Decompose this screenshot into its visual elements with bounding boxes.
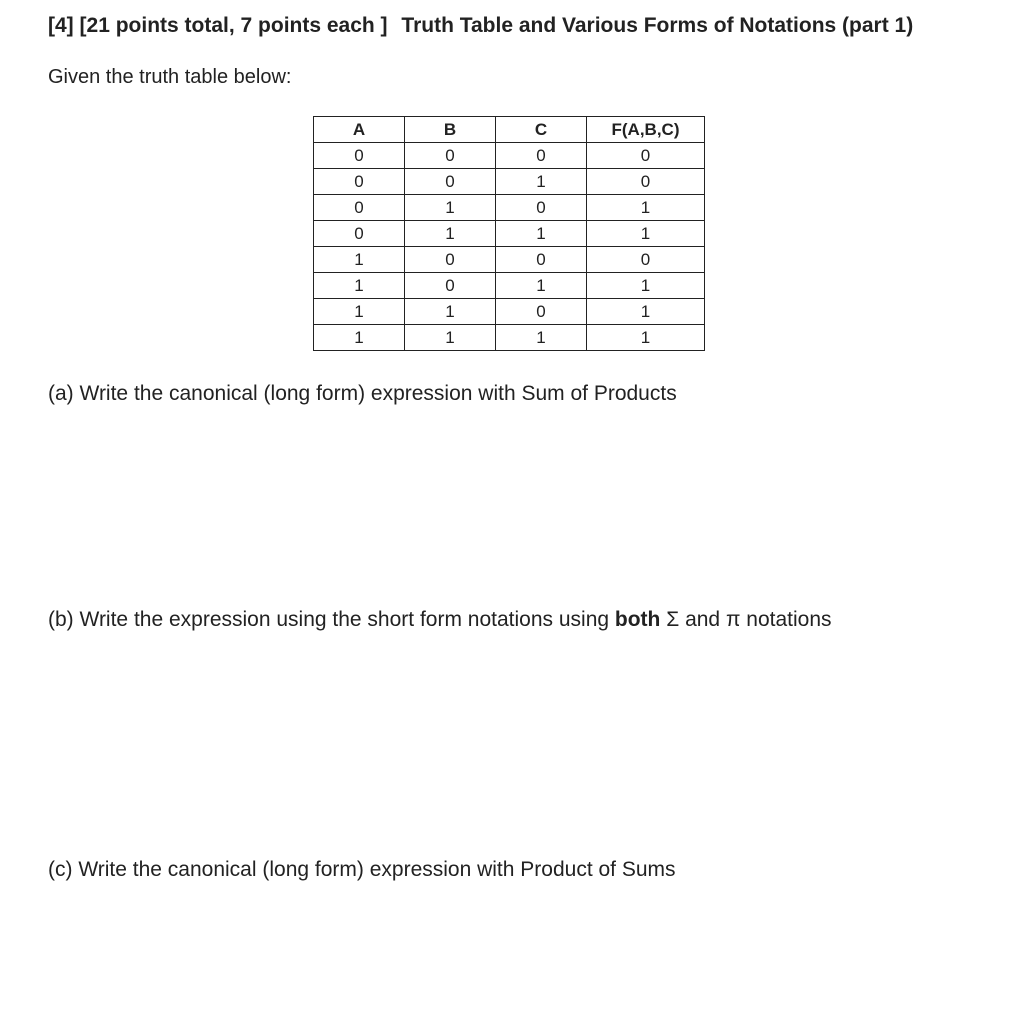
table-row (314, 299, 705, 325)
table-cell: 0 (496, 143, 587, 169)
header-c: C (496, 117, 587, 143)
table-cell: 0 (405, 247, 496, 273)
table-row (314, 143, 705, 169)
question-b-prefix: (b) Write the expression using the short form notations using (48, 608, 610, 631)
table-cell: 1 (405, 299, 496, 325)
table-cell: 0 (405, 169, 496, 195)
question-b-suffix: notations (746, 608, 832, 631)
truth-table (313, 116, 705, 351)
question-b (48, 608, 832, 632)
question-c: (c) Write the canonical (long form) expression with Product of Sums (48, 858, 676, 881)
table-cell: 0 (314, 169, 405, 195)
table-row (314, 195, 705, 221)
pi-symbol: π (725, 608, 741, 631)
table-cell: 1 (496, 325, 587, 351)
question-a: (a) Write the canonical (long form) expression with Sum of Products (48, 382, 677, 405)
table-cell: 0 (496, 195, 587, 221)
table-cell: 1 (314, 299, 405, 325)
table-cell: 1 (587, 299, 705, 325)
table-row (314, 247, 705, 273)
question-heading (48, 14, 913, 38)
table-cell: 1 (405, 195, 496, 221)
header-f: F(A,B,C) (587, 117, 705, 143)
table-cell: 1 (587, 221, 705, 247)
table-cell: 1 (496, 169, 587, 195)
table-row (314, 221, 705, 247)
table-cell: 0 (314, 221, 405, 247)
table-row (314, 273, 705, 299)
table-cell: 1 (314, 247, 405, 273)
intro-text: Given the truth table below: (48, 66, 292, 88)
truth-table-body (314, 143, 705, 351)
header-b: B (405, 117, 496, 143)
table-cell: 0 (587, 169, 705, 195)
table-cell: 1 (314, 273, 405, 299)
question-number: [4] (48, 14, 74, 37)
question-b-and: and (685, 608, 721, 631)
sigma-symbol: Σ (666, 608, 680, 631)
table-cell: 0 (405, 273, 496, 299)
points-info: [21 points total, 7 points each ] (79, 14, 388, 37)
table-cell: 1 (405, 325, 496, 351)
table-cell: 0 (405, 143, 496, 169)
table-cell: 1 (405, 221, 496, 247)
table-cell: 0 (314, 195, 405, 221)
table-cell: 1 (496, 273, 587, 299)
table-cell: 0 (496, 247, 587, 273)
table-cell: 1 (587, 325, 705, 351)
question-title: Truth Table and Various Forms of Notations (part 1) (401, 14, 914, 37)
table-cell: 0 (587, 247, 705, 273)
table-cell: 1 (496, 221, 587, 247)
table-cell: 1 (314, 325, 405, 351)
truth-table-header-row (314, 117, 705, 143)
table-cell: 0 (314, 143, 405, 169)
header-a: A (314, 117, 405, 143)
table-cell: 1 (587, 273, 705, 299)
table-row (314, 325, 705, 351)
table-cell: 0 (496, 299, 587, 325)
table-cell: 0 (587, 143, 705, 169)
table-cell: 1 (587, 195, 705, 221)
table-row (314, 169, 705, 195)
question-b-emphasis: both (614, 608, 661, 631)
